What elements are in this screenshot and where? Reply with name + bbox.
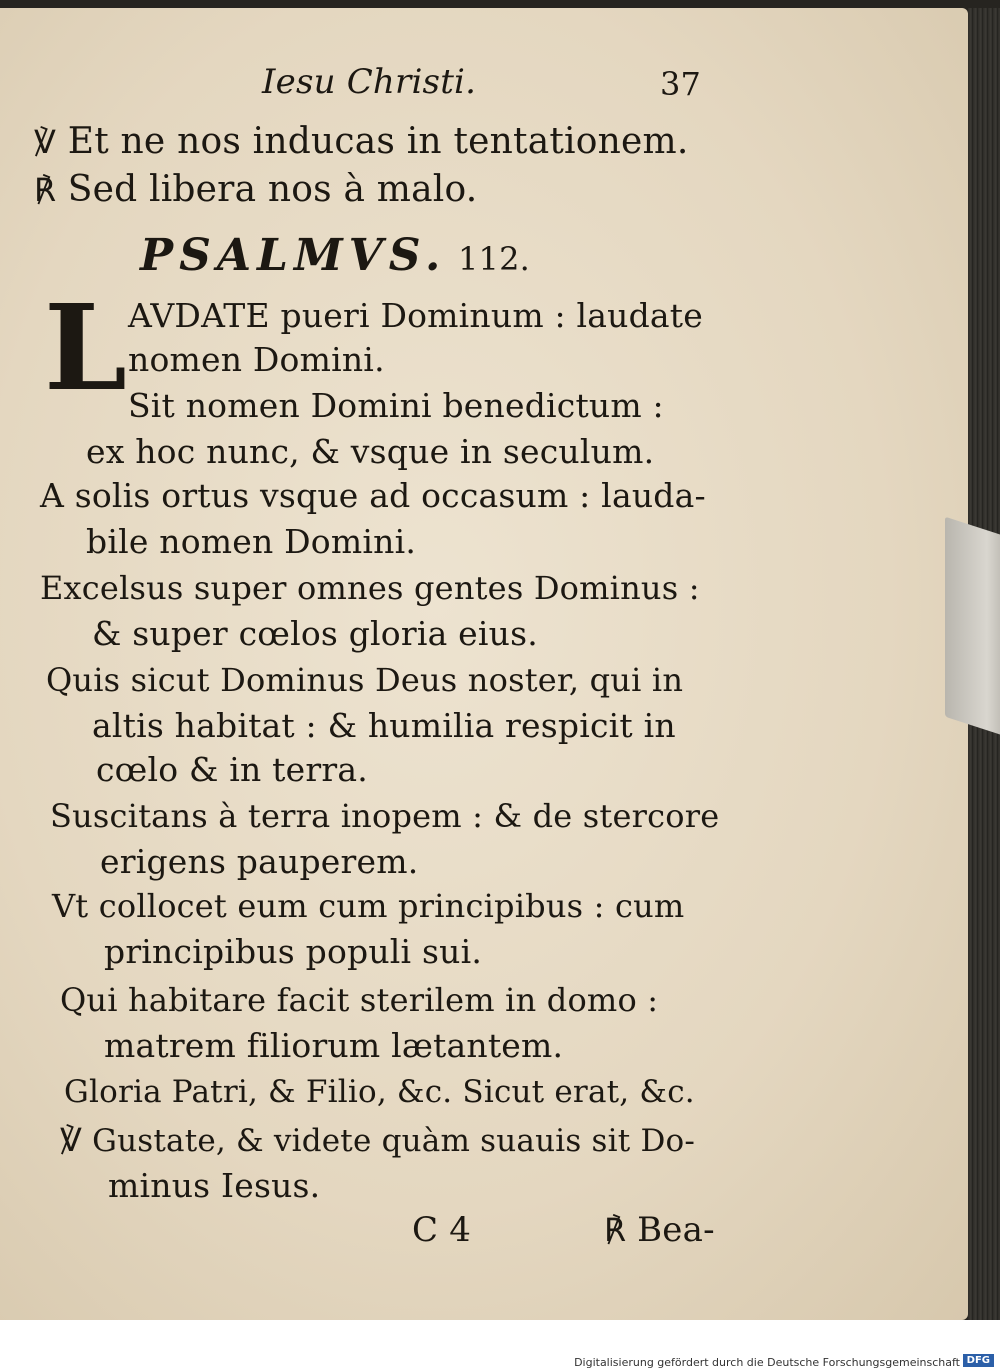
- psalm-line: principibus populi sui.: [104, 932, 483, 971]
- psalm-line: [128, 294, 703, 338]
- catchword: [604, 1208, 715, 1252]
- credit-text: Digitalisierung gefördert durch die Deutsche Forschungsgemeinschaft: [574, 1356, 960, 1369]
- catchword-text: Bea-: [637, 1210, 715, 1250]
- psalm-line: Sit nomen Domini benedictum :: [128, 386, 664, 425]
- folio-number: 37: [660, 65, 702, 103]
- signature-mark: C 4: [412, 1210, 472, 1250]
- closing-versicle-text: Gustate, & videte quàm suauis sit Do-: [92, 1123, 696, 1159]
- psalm-line: ex hoc nunc, & vsque in seculum.: [86, 432, 655, 471]
- response-line: [34, 168, 477, 212]
- closing-versicle-continuation: minus Iesus.: [108, 1166, 321, 1205]
- psalm-line: bile nomen Domini.: [86, 522, 417, 561]
- psalm-line: matrem filiorum lætantem.: [104, 1026, 564, 1065]
- dfg-logo: DFG: [963, 1354, 994, 1367]
- psalm-number: 112.: [457, 240, 531, 278]
- psalm-line: nomen Domini.: [128, 340, 385, 379]
- psalm-line: Qui habitare facit sterilem in domo :: [60, 981, 659, 1019]
- versicle-icon: ℣: [60, 1121, 83, 1159]
- psalm-line: Quis sicut Dominus Deus noster, qui in: [46, 661, 684, 699]
- response-icon: ℟: [604, 1211, 627, 1249]
- versicle-text: Et ne nos inducas in tentationem.: [67, 121, 689, 162]
- psalm-line-text: pueri Dominum : laudate: [280, 296, 703, 335]
- drop-cap-initial: L: [44, 278, 127, 417]
- response-icon: ℟: [34, 171, 57, 209]
- psalm-line: Suscitans à terra inopem : & de stercore: [50, 797, 720, 835]
- psalm-title: PSALMVS.: [140, 230, 447, 281]
- psalm-line: A solis ortus vsque ad occasum : lauda-: [40, 476, 706, 515]
- closing-versicle-line: [60, 1118, 695, 1163]
- psalm-line: altis habitat : & humilia respicit in: [92, 706, 676, 745]
- doxology-line: Gloria Patri, & Filio, &c. Sicut erat, &c.: [64, 1074, 695, 1110]
- versicle-icon: ℣: [34, 123, 57, 161]
- psalm-line: Vt collocet eum cum principibus : cum: [52, 887, 685, 925]
- running-title: Iesu Christi.: [262, 62, 477, 102]
- psalm-first-words: AVDATE: [128, 296, 270, 335]
- response-text: Sed libera nos à malo.: [67, 169, 478, 210]
- psalm-line: Excelsus super omnes gentes Dominus :: [40, 569, 700, 607]
- psalm-line: cœlo & in terra.: [96, 750, 368, 789]
- psalm-heading: [140, 230, 531, 281]
- book-page: [0, 8, 968, 1320]
- versicle-line: [34, 120, 688, 164]
- psalm-line: & super cœlos gloria eius.: [92, 614, 538, 653]
- page-clip: [945, 517, 1000, 740]
- psalm-line: erigens pauperem.: [100, 842, 419, 881]
